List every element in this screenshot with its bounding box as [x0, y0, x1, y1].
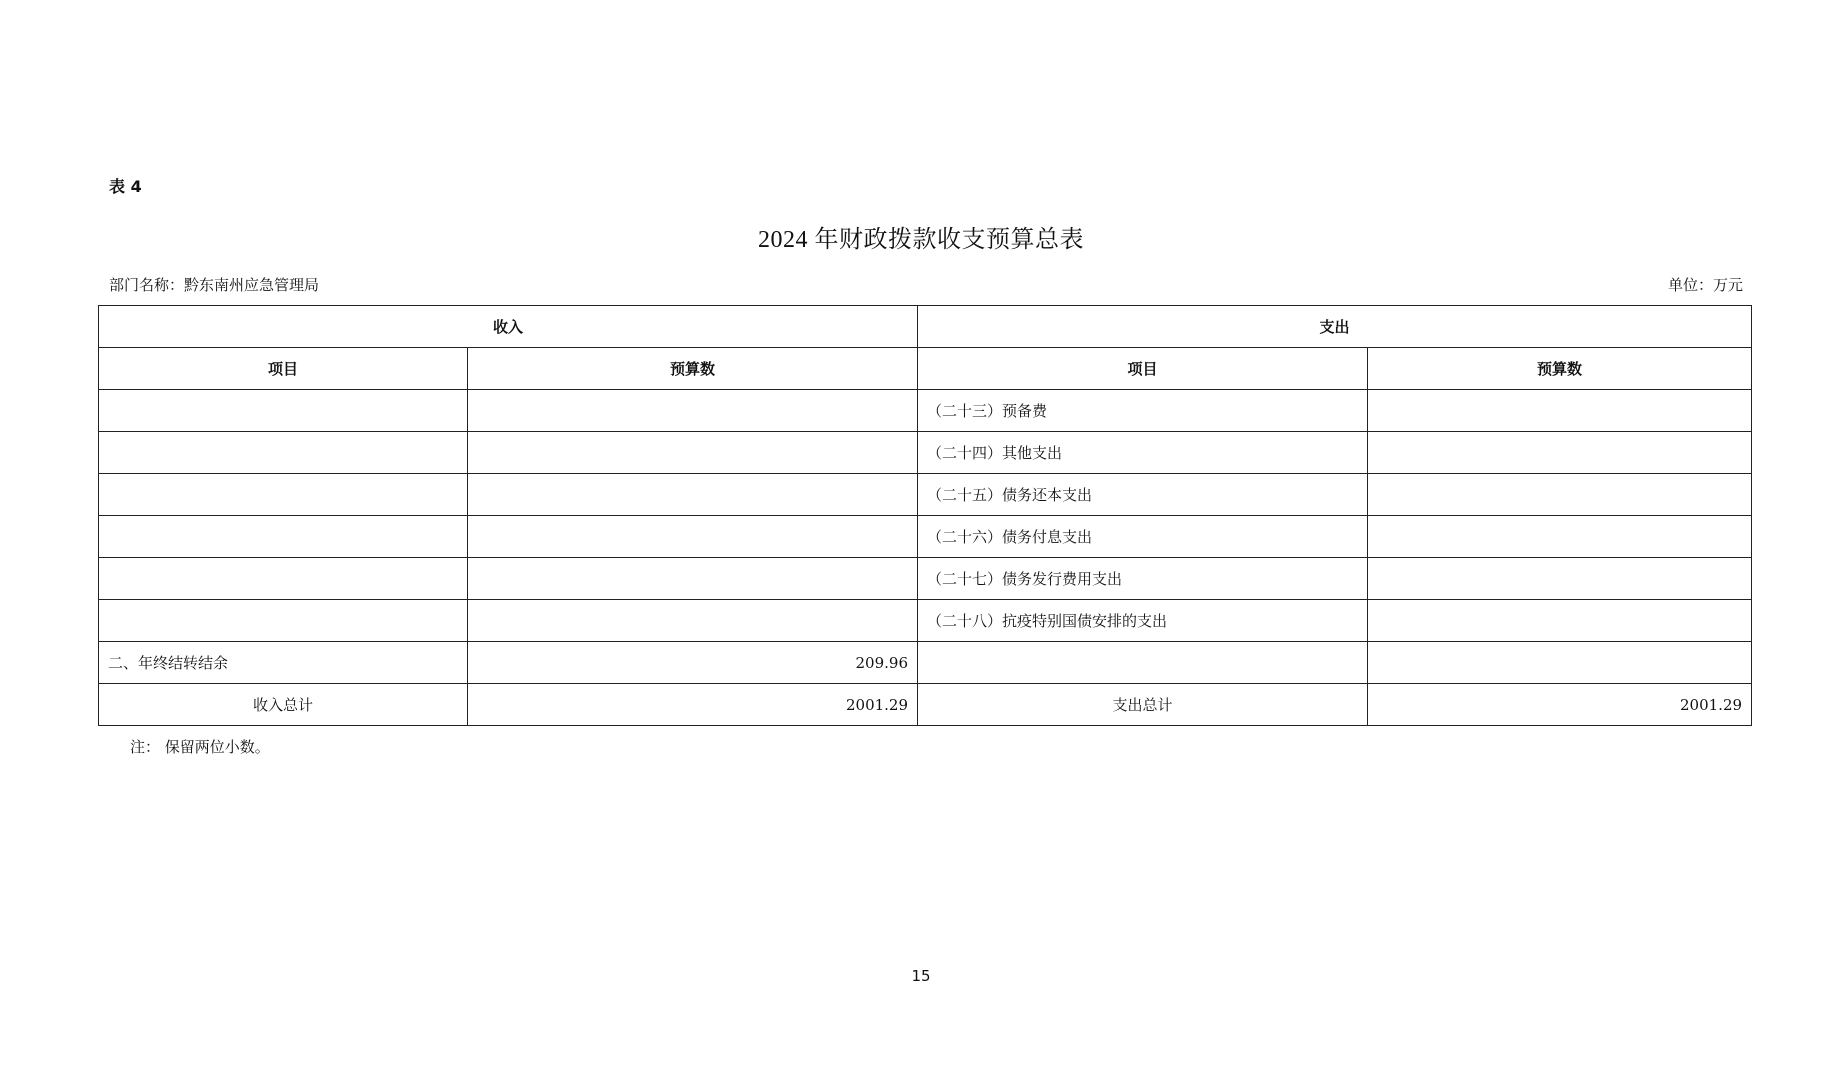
income-item-cell — [99, 516, 468, 558]
expense-item-cell: （二十六）债务付息支出 — [918, 516, 1368, 558]
expense-total-label: 支出总计 — [918, 684, 1368, 726]
table-number: 表 4 — [109, 177, 142, 196]
income-total-label: 收入总计 — [99, 684, 468, 726]
table-note: 注： 保留两位小数。 — [130, 738, 270, 756]
expense-amount-cell — [1368, 390, 1752, 432]
table-row — [99, 600, 1752, 642]
income-amount-cell — [468, 474, 918, 516]
page-title: 2024 年财政拨款收支预算总表 — [758, 227, 1084, 253]
expense-amount-cell — [1368, 642, 1752, 684]
table-row — [99, 390, 1752, 432]
income-amount-cell: 209.96 — [468, 642, 918, 684]
table-row — [99, 642, 1752, 684]
income-item-cell — [99, 558, 468, 600]
table-row — [99, 432, 1752, 474]
income-item-cell — [99, 600, 468, 642]
expense-item-cell: （二十三）预备费 — [918, 390, 1368, 432]
income-item-header: 项目 — [99, 348, 468, 390]
income-amount-cell — [468, 600, 918, 642]
expense-total-amount: 2001.29 — [1368, 684, 1752, 726]
income-amount-cell — [468, 558, 918, 600]
income-amount-header: 预算数 — [468, 348, 918, 390]
expense-item-header: 项目 — [918, 348, 1368, 390]
expense-amount-cell — [1368, 600, 1752, 642]
page-number: 15 — [911, 967, 931, 985]
table-row — [99, 558, 1752, 600]
total-row — [99, 684, 1752, 726]
expense-amount-cell — [1368, 558, 1752, 600]
unit-label: 单位：万元 — [1667, 276, 1743, 294]
table-row — [99, 474, 1752, 516]
expense-amount-header: 预算数 — [1368, 348, 1752, 390]
department-name: 部门名称：黔东南州应急管理局 — [109, 276, 320, 294]
column-header-row — [99, 348, 1752, 390]
income-item-cell: 二、年终结转结余 — [99, 642, 468, 684]
table-row — [99, 516, 1752, 558]
expense-amount-cell — [1368, 516, 1752, 558]
income-amount-cell — [468, 390, 918, 432]
income-group-header: 收入 — [99, 306, 918, 348]
expense-item-cell: （二十四）其他支出 — [918, 432, 1368, 474]
income-item-cell — [99, 432, 468, 474]
income-total-amount: 2001.29 — [468, 684, 918, 726]
budget-table — [98, 305, 1752, 726]
expense-amount-cell — [1368, 474, 1752, 516]
expense-group-header: 支出 — [918, 306, 1752, 348]
expense-item-cell: （二十七）债务发行费用支出 — [918, 558, 1368, 600]
income-item-cell — [99, 474, 468, 516]
income-amount-cell — [468, 432, 918, 474]
expense-amount-cell — [1368, 432, 1752, 474]
income-item-cell — [99, 390, 468, 432]
income-amount-cell — [468, 516, 918, 558]
group-header-row — [99, 306, 1752, 348]
expense-item-cell: （二十八）抗疫特别国债安排的支出 — [918, 600, 1368, 642]
expense-item-cell: （二十五）债务还本支出 — [918, 474, 1368, 516]
expense-item-cell — [918, 642, 1368, 684]
